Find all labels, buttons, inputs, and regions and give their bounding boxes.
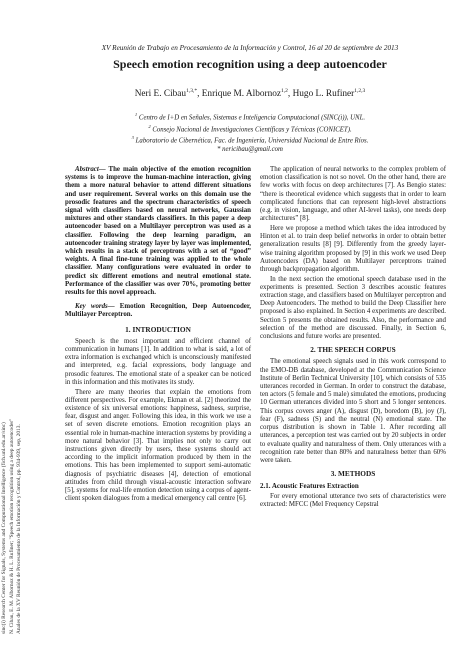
right-column <box>260 166 446 510</box>
intro-paragraph: There are many theories that explain the emotions from different perspectives. For example, Ekman et al. [2] theorized the existence of six universal emotions: happiness, sadness, surprise, fear, disgust and anger. Following this idea, in this work we use a set of seven discrete emotions. Emotion recognition plays an essential role in human-machine interaction systems by providing a more natural behavior [3]. That implies not only to carry out instructions given directly by users, these systems should act according to the implicit information produced by them in the emotions. This has been implemented to support semi-automatic diagnosis of psychiatric diseases [4], detection of emotional attitudes from child through visual-acoustic interaction software [5], systems for real-life emotion detection using a corpus of agent-client spoken dialogues from a medical emergency call centre [6]. <box>65 388 252 503</box>
contact-email: * nericibau@gmail.com <box>217 146 283 154</box>
sidebar-line: sinc(i) Research Center for Signals, Systems and Computational Intelligence (fich.unl.edu.ar/sinc) <box>1 422 7 634</box>
sidebar-citation <box>1 258 37 634</box>
body-paragraph: The application of neural networks to the complex problem of emotion classification is not so novel. On the other hand, there are few works with focus on deep architectures [7]. As Bengio states: “there is theoretical evidence which suggests that in order to learn complicated functions that can represent high-level abstractions (e.g. in vision, language, and other AI-level tasks), one needs deep architectures” [8]. <box>260 166 446 223</box>
subsection-heading-acoustic-features: 2.1. Acoustic Features Extraction <box>260 482 359 491</box>
author-list: Neri E. Cibau$^{1,3,*}$, Enrique M. Albornoz$^{1,2}$, Hugo L. Rufiner$^{1,2,3}$ <box>134 88 366 100</box>
affiliation-line: $^1$ Centro de I+D en Señales, Sistemas e Inteligencia Computacional (SINC(i)), UNL. <box>134 112 366 122</box>
affiliations <box>60 111 440 154</box>
sidebar-line: Anales de la XV Reunión de Procesamiento de la Información y Control, pp. 934-939, sep, 2013. <box>16 424 23 634</box>
author-affil-mark: 1,2,3 <box>354 88 366 94</box>
corpus-paragraph: The emotional speech signals used in this work correspond to the EMO-DB database, developed at the Communication Science Institute of Berlin Technical University [10], which consists of 535 utterances recorded in German. In order to construct the database, ten actors (5 female and 5 male) simulated the emotions, producing 10 German utterances divided into 5 short and 5 longer sentences. This corpus covers anger (A), disgust (D), boredom (B), joy (J), fear (F), sadness (S) and the neutral (N) emotional state. The corpus distribution is shown in Table 1. After recording all utterances, a perception test was carried out by 20 subjects in order to evaluate quality and naturalness of them. Only utterances with a recognition rate better than 80% and naturalness better than 60% were taken. <box>260 358 446 464</box>
author-affil-mark: 1,3,* <box>186 88 198 94</box>
author-name: Neri E. Cibau <box>134 89 187 100</box>
running-head: XV Reunión de Trabajo en Procesamiento de la Información y Control, 16 al 20 de septiembre de 2013 <box>101 44 399 52</box>
abstract <box>65 166 251 297</box>
paper-title: Speech emotion recognition using a deep autoencoder <box>113 57 387 71</box>
abstract-label: Abstract— <box>75 166 106 173</box>
intro-paragraph: Speech is the most important and efficient channel of communication in humans [1]. In addition to what is said, a lot of extra information is exchanged which is unconsciously manifested and interpreted, e.g. facial expressions, body language and prosodic features. The emotional state of a speaker can be noticed in this information and this motivates its study. <box>65 337 251 386</box>
keywords <box>65 303 251 319</box>
author-name: Hugo L. Rufiner <box>292 89 355 100</box>
section-heading-methods: 3. METHODS <box>330 469 376 479</box>
keywords-label: Key words— <box>75 303 115 311</box>
left-column <box>65 166 251 505</box>
section-heading-introduction: 1. INTRODUCTION <box>125 324 191 334</box>
abstract-text: The main objective of the emotion recognition systems is to improve the human-machine interaction, giving them a more natural behavior to attend different situations and user requirement. Several works on this domain use the prosodic features and the spectrum characteristics of speech signal with classifiers based on neural networks, Gaussian mixtures and other standards classifiers. In this paper a deep autoencoder based on a Multilayer perceptron was used as a classifier. Following the deep learning paradigm, an autoencoder training strategy layer by layer was implemented, which results in a stack of perceptrons with a set of “good” weights. A final fine-tune training was applied to the whole classifier. Many configurations were evaluated in order to predict six different emotions and neutral emotional state. Performance of the classifier was over 70%, promoting better results for this novel approach. <box>65 166 251 297</box>
affiliation-line: $^3$ Laboratorio de Cibernética, Fac. de Ingeniería, Universidad Nacional de Entre Ríos. <box>131 135 369 145</box>
affiliation-line: $^2$ Consejo Nacional de Investigaciones Científicas y Técnicas (CONICET). <box>148 123 352 133</box>
section-heading-speech-corpus: 2. THE SPEECH CORPUS <box>310 345 396 355</box>
keywords-text: Emotion Recognition, Deep Autoencoder, Multilayer Perceptron. <box>65 303 251 319</box>
body-paragraph: Here we propose a method which takes the idea introduced by Hinton et al. to train deep belief networks in order to obtain better generalization results [8] [9]. Differently from the greedy layer-wise training algorithm proposed by [9] in this work we used Deep Autoencoders (DA) based on Multilayer perceptrons trained through backpropagation algorithm. <box>260 224 446 273</box>
body-paragraph: In the next section the emotional speech database used in the experiments is presented. Section 3 describes acoustic features extraction stage, and classifiers based on Multilayer perceptron and Deep Autoencoders. The method to build the Deep Classifier here proposed is also explained. In Section 4 experiments are described. Section 5 presents the obtained results. Also, the performance and selection of the method are discussed. Finally, in Section 6, conclusions and future works are presented. <box>260 275 446 341</box>
sidebar-line: N. Cibau, E. M. Albornoz & H. L. Rufiner; "Speech emotion recognition using a deep autoencoder" <box>8 418 15 634</box>
acoustic-paragraph: For every emotional utterance two sets of characteristics were extracted: MFCC (Mel Frequency Cepstral <box>260 492 446 508</box>
author-affil-mark: 1,2 <box>281 88 288 94</box>
author-name: Enrique M. Albornoz <box>201 89 282 100</box>
